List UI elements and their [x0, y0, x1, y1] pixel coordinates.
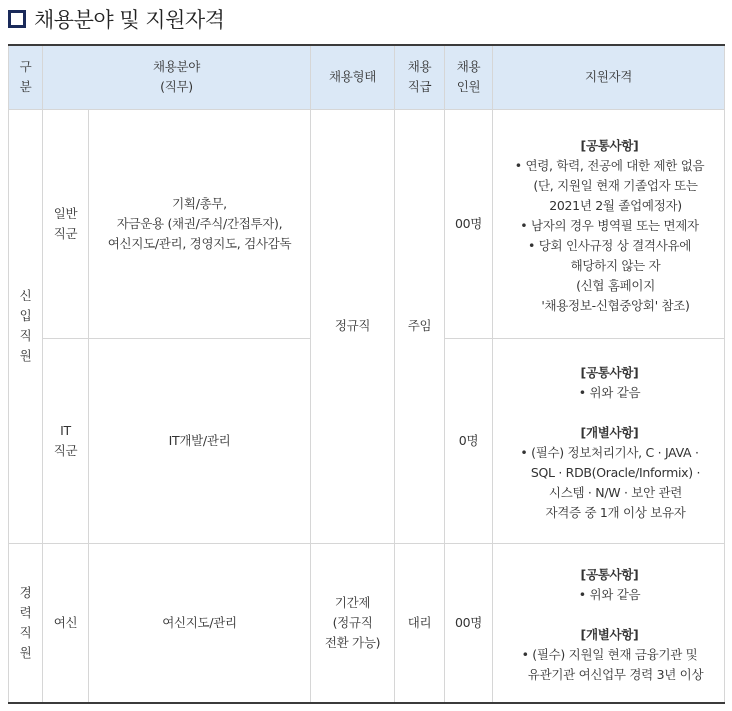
header-field: 채용분야 (직무)	[43, 45, 311, 109]
type-new: 정규직	[311, 109, 395, 543]
qualification-career: [공통사항] • 위와 같음 [개별사항] • (필수) 지원일 현재 금융기관 및 유관기관 여신업무 경력 3년 이상	[493, 543, 725, 703]
duties-it: IT개발/관리	[89, 338, 311, 543]
row-new-general	[9, 109, 725, 338]
section-title	[8, 4, 224, 34]
header-division: 구 분	[9, 45, 43, 109]
grade-career: 대리	[395, 543, 445, 703]
group-loan: 여신	[43, 543, 89, 703]
common-heading: [공통사항]	[580, 137, 639, 153]
page-title: 채용분야 및 지원자격	[34, 8, 225, 32]
group-general: 일반 직군	[43, 109, 89, 338]
header-type: 채용형태	[311, 45, 395, 109]
square-bullet-icon	[8, 10, 26, 28]
row-career	[9, 543, 725, 703]
count-career: 00명	[445, 543, 493, 703]
duties-general: 기획/총무, 자금운용 (채권/주식/간접투자), 여신지도/관리, 경영지도, 검사감독	[89, 109, 311, 338]
header-qualification: 지원자격	[493, 45, 725, 109]
type-career: 기간제 (정규직 전환 가능)	[311, 543, 395, 703]
header-grade: 채용 직급	[395, 45, 445, 109]
count-general: 00명	[445, 109, 493, 338]
count-it: 0명	[445, 338, 493, 543]
duties-career: 여신지도/관리	[89, 543, 311, 703]
qualification-it: [공통사항] • 위와 같음 [개별사항] • (필수) 정보처리기사, C · JAVA · SQL · RDB(Oracle/Informix) · 시스템 · N/W · 보안 관련 자격증 중 1개 이상 보유자	[493, 338, 725, 543]
grade-new: 주임	[395, 109, 445, 543]
division-new-hire: 신 입 직 원	[9, 109, 43, 543]
qualification-general: [공통사항] • 연령, 학력, 전공에 대한 제한 없음 (단, 지원일 현재 기졸업자 또는 2021년 2월 졸업예정자) • 남자의 경우 병역필 또는 면제자 • 당회 인사규정 상 결격사유에 해당하지 않는 자 (신협 홈페이지 '채용정보-신협중앙회' 참조)	[493, 109, 725, 338]
group-it: IT 직군	[43, 338, 89, 543]
division-experienced: 경 력 직 원	[9, 543, 43, 703]
header-count: 채용 인원	[445, 45, 493, 109]
header-row	[9, 45, 725, 109]
recruitment-table	[8, 44, 725, 704]
